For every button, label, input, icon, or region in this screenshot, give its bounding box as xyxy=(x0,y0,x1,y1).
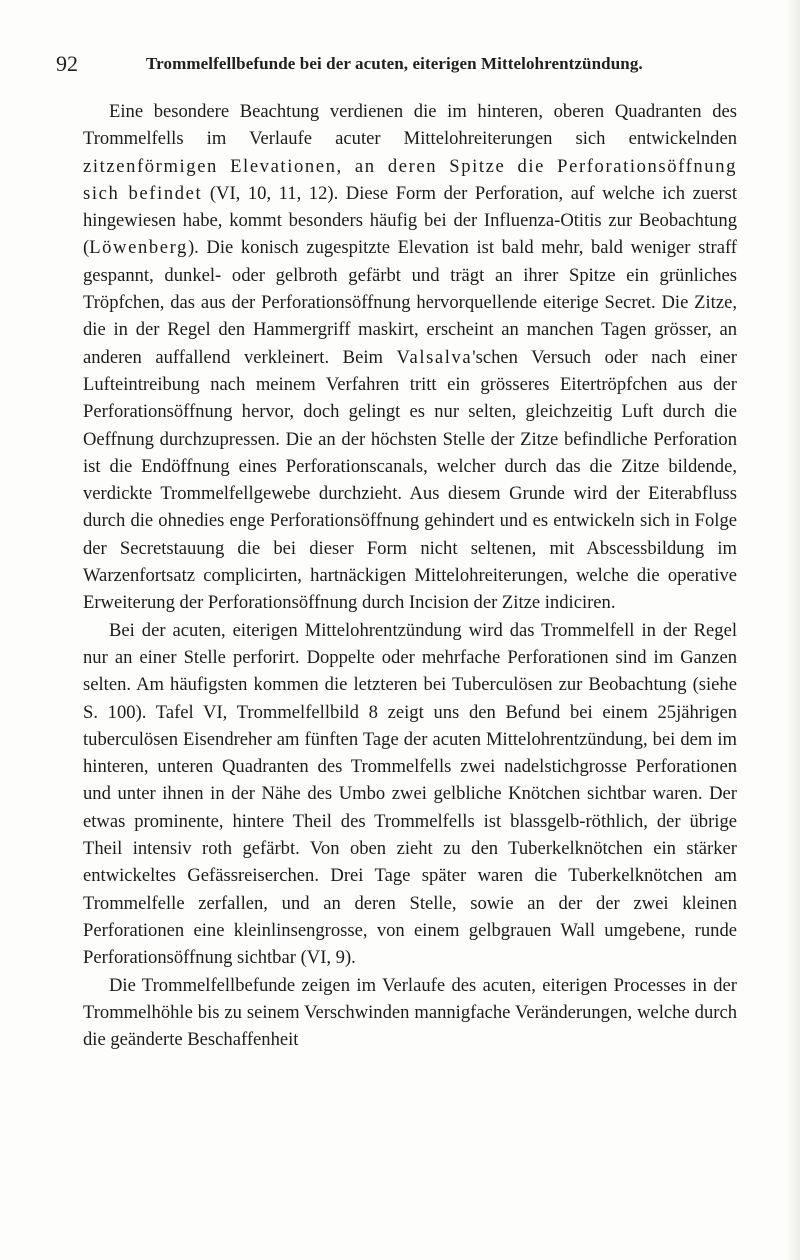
spaced-text-segment: zitzenförmigen Elevationen, an deren Spitze die Perforationsöffnung sich befindet xyxy=(83,155,737,204)
text-segment: 'schen Versuch oder nach einer Lufteintreibung nach meinem Verfahren tritt ein grösseres Eitertröpfchen aus der Perforationsöffnung hervor, doch gelingt es nur selten, gleichzeitig Luft durch die Oeffnung durchzupressen. Die an der höchsten Stelle der Zitze befindliche Perforation ist die Endöffnung eines Perforationscanals, welcher durch das die Zitze bildende, verdickte Trommelfellgewebe durchzieht. Aus diesem Grunde wird der Eiterabfluss durch die ohnedies enge Perforationsöffnung gehindert und es entwickeln sich in Folge der Secretstauung die bei dieser Form nicht seltenen, mit Abscessbildung im Warzenfortsatz complicirten, hartnäckigen Mittelohreiterungen, welche die operative Erweiterung der Perforationsöffnung durch Incision der Zitze indiciren. xyxy=(83,346,737,614)
text-segment: (VI, 10, 11, 12). Diese Form der Perforation, auf welche ich zuerst hingewiesen habe, kommt besonders häufig bei der Influenza-Otitis zur Beobachtung ( xyxy=(83,182,737,259)
running-title: Trommelfellbefunde bei der acuten, eiterigen Mittelohrentzündung. xyxy=(146,54,643,73)
text-segment: ). Die konisch zugespitzte Elevation ist bald mehr, bald weniger straff gespannt, dunkel- oder gelbroth gefärbt und trägt an ihrer Spitze ein grünliches Tröpfchen, das aus der Perforationsöffnung hervorquellende eiterige Secret. Die Zitze, die in der Regel den Hammergriff maskirt, erscheint an manchen Tagen grösser, an anderen auffallend verkleinert. Beim xyxy=(83,237,737,368)
text-segment: Bei der acuten, eiterigen Mittelohrentzündung wird das Trommelfell in der Regel nur an einer Stelle perforirt. Doppelte oder mehrfache Perforationen sind im Ganzen selten. Am häufigsten kommen die letzteren bei Tuberculösen zur Beobachtung (siehe S. 100). Tafel VI, Trommelfellbild 8 zeigt uns den Befund bei einem 25jährigen tuberculösen Eisendreher am fünften Tage der acuten Mittelohrentzündung, bei dem im hinteren, unteren Quadranten des Trommelfells zwei nadelstichgrosse Perforationen und unter ihnen in der Nähe des Umbo zwei gelbliche Knötchen sichtbar waren. Der etwas prominente, hintere Theil des Trommelfells ist blassgelb-röthlich, der übrige Theil intensiv roth gefärbt. Von oben zieht zu den Tuberkelknötchen ein stärker entwickeltes Gefässreiserchen. Drei Tage später waren die Tuberkelknötchen am Trommelfelle zerfallen, und an deren Stelle, sowie an der der zwei kleinen Perforationen eine kleinlinsengrosse, von einem gelbgrauen Wall umgebene, runde Perforationsöffnung sichtbar (VI, 9). xyxy=(83,619,737,969)
page-number: 92 xyxy=(56,51,78,76)
running-head xyxy=(56,52,746,76)
paragraph-2 xyxy=(83,617,737,972)
author-name-valsalva: Valsalva xyxy=(396,346,473,368)
author-name-lowenberg: Löwenberg xyxy=(89,237,188,259)
paragraph-3 xyxy=(83,972,737,1054)
body-text xyxy=(83,98,737,1053)
page-edge-shadow xyxy=(786,0,800,1260)
text-segment: Eine besondere Beachtung verdienen die im hinteren, oberen Quadranten des Trommelfells im Verlaufe acuter Mittelohreiterungen sich entwickelnden xyxy=(83,101,737,150)
paragraph-1 xyxy=(83,98,737,617)
text-segment: Die Trommelfellbefunde zeigen im Verlaufe des acuten, eiterigen Processes in der Trommelhöhle bis zu seinem Verschwinden mannigfache Veränderungen, welche durch die geänderte Beschaffenheit xyxy=(83,974,737,1051)
